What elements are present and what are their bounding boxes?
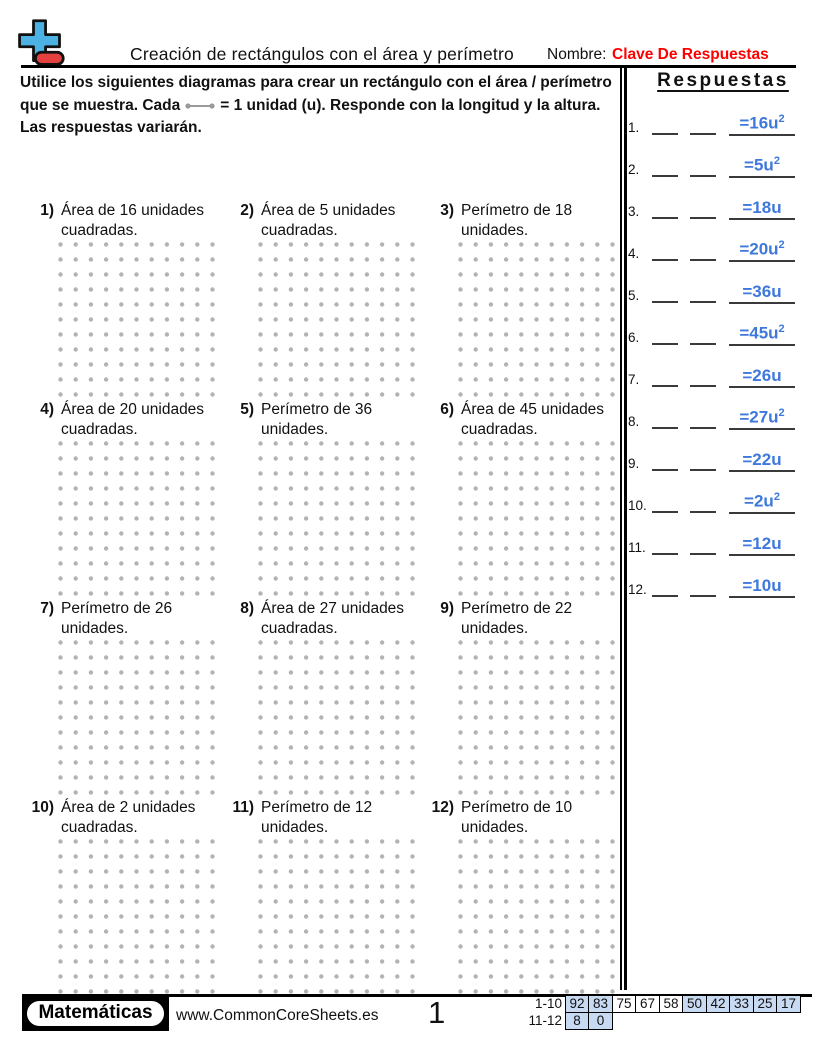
problem-text: Área de 2 unidades cuadradas. [61, 799, 196, 836]
page-title: Creación de rectángulos con el área y perímetro [130, 44, 514, 64]
answer-blank-height [690, 217, 716, 219]
answer-row [628, 388, 800, 430]
answer-value-line [729, 235, 795, 262]
problem-cell [420, 397, 620, 596]
answer-number: 11. [628, 540, 646, 555]
answer-blank-length [652, 427, 678, 429]
dot-grid [458, 839, 620, 994]
dot-grid [458, 441, 620, 596]
score-cell: 17 [776, 995, 801, 1013]
answer-number: 1. [628, 120, 640, 135]
score-cell: 8 [565, 1012, 590, 1030]
answer-blank-length [652, 469, 678, 471]
problem-header [420, 397, 620, 438]
score-range-label: 11-12 [528, 1012, 562, 1028]
name-label: Nombre: [547, 46, 607, 63]
dot-grid [58, 242, 220, 397]
page-number: 1 [428, 995, 446, 1030]
problem-text: Perímetro de 26 unidades. [61, 600, 173, 637]
problems-grid [20, 198, 620, 994]
answer-value-line [729, 198, 795, 220]
problem-number: 8) [240, 600, 254, 617]
problem-header [420, 596, 620, 637]
problem-number: 11) [232, 799, 254, 816]
answer-blank-height [690, 427, 716, 429]
answer-value: =22u [742, 450, 782, 469]
answer-superscript: 2 [778, 113, 785, 126]
instructions-line-2: que se muestra. Cada = 1 unidad (u). Responde con la longitud y la altura. [20, 96, 601, 114]
brand-logo [22, 996, 169, 1031]
problem-cell [420, 198, 620, 397]
answer-blank-height [690, 343, 716, 345]
problem-header [220, 198, 420, 239]
answer-value: =45u [739, 324, 779, 343]
answer-value: =20u [739, 240, 779, 259]
score-row [520, 1012, 801, 1030]
answer-row [628, 346, 800, 388]
score-cell: 67 [635, 995, 660, 1013]
problem-text: Área de 16 unidades cuadradas. [61, 202, 205, 239]
answer-superscript: 2 [773, 155, 780, 168]
dot-grid [58, 640, 220, 795]
answer-number: 2. [628, 162, 640, 177]
score-range-label: 1-10 [534, 996, 562, 1011]
dot-grid [258, 441, 420, 596]
problem-header [220, 795, 420, 836]
answer-blank-length [652, 385, 678, 387]
answer-value-line [729, 576, 795, 598]
instructions-line-1: Utilice los siguientes diagramas para crear un rectángulo con el área / perímetro [20, 74, 612, 91]
problem-text: Área de 5 unidades cuadradas. [261, 202, 396, 239]
problem-number: 7) [40, 600, 54, 617]
answer-number: 3. [628, 204, 640, 219]
score-cell: 0 [588, 1012, 613, 1030]
score-cell: 75 [612, 995, 637, 1013]
problem-header [20, 596, 220, 637]
dot-grid [258, 839, 420, 994]
problem-header [20, 795, 220, 836]
answer-superscript: 2 [778, 407, 785, 420]
answer-number: 6. [628, 330, 640, 345]
problem-text: Perímetro de 18 unidades. [461, 202, 573, 239]
answer-row [628, 136, 800, 178]
problem-number: 6) [440, 401, 454, 418]
dot-grid [258, 242, 420, 397]
score-cell: 50 [682, 995, 707, 1013]
answers-title: Respuestas [657, 70, 789, 91]
answer-row [628, 94, 800, 136]
answer-value-line [729, 366, 795, 388]
answer-row [628, 178, 800, 220]
problem-text: Área de 27 unidades cuadradas. [261, 600, 405, 637]
answer-blank-height [690, 259, 716, 261]
score-cell: 83 [588, 995, 613, 1013]
problem-cell [20, 198, 220, 397]
answer-number: 7. [628, 372, 640, 387]
answer-blank-height [690, 511, 716, 513]
answer-number: 10. [628, 498, 647, 513]
answer-value-line [729, 319, 795, 346]
answer-row [628, 472, 800, 514]
answer-blank-length [652, 217, 678, 219]
problem-cell [20, 596, 220, 795]
answer-superscript: 2 [773, 491, 780, 504]
answer-number: 4. [628, 246, 640, 261]
answer-rows [628, 94, 800, 598]
plus-minus-logo-icon [14, 16, 66, 70]
problem-number: 5) [240, 401, 254, 418]
answer-row [628, 220, 800, 262]
problem-text: Área de 45 unidades cuadradas. [461, 401, 605, 438]
answer-blank-height [690, 385, 716, 387]
answer-value: =36u [742, 282, 782, 301]
score-cell: 58 [659, 995, 684, 1013]
answer-blank-length [652, 595, 678, 597]
answer-blank-height [690, 175, 716, 177]
score-cell: 33 [729, 995, 754, 1013]
score-table [520, 995, 801, 1030]
answer-value: =12u [742, 534, 782, 553]
answer-blank-length [652, 259, 678, 261]
answer-blank-height [690, 595, 716, 597]
answer-number: 9. [628, 456, 640, 471]
score-cell: 92 [565, 995, 590, 1013]
problem-number: 4) [40, 401, 54, 418]
problem-cell [420, 596, 620, 795]
score-row [520, 995, 801, 1013]
answer-blank-height [690, 301, 716, 303]
problem-cell [220, 596, 420, 795]
answer-blank-length [652, 133, 678, 135]
problem-number: 10) [31, 799, 54, 816]
answer-row [628, 304, 800, 346]
answer-row [628, 514, 800, 556]
answer-blank-height [690, 469, 716, 471]
dot-grid [458, 640, 620, 795]
problem-number: 1) [40, 202, 54, 219]
answer-value-line [729, 450, 795, 472]
answer-blank-length [652, 301, 678, 303]
score-cell: 25 [753, 995, 778, 1013]
answer-number: 12. [628, 582, 647, 597]
problem-header [220, 596, 420, 637]
problem-header [420, 198, 620, 239]
answer-blank-height [690, 133, 716, 135]
answer-superscript: 2 [778, 239, 785, 252]
problem-number: 9) [440, 600, 454, 617]
problem-cell [420, 795, 620, 994]
answer-value-line [729, 151, 795, 178]
answer-value: =27u [739, 408, 779, 427]
answers-panel [628, 68, 800, 598]
answer-value-line [729, 282, 795, 304]
answer-blank-length [652, 511, 678, 513]
problem-text: Perímetro de 12 unidades. [261, 799, 373, 836]
answer-blank-length [652, 343, 678, 345]
problem-cell [20, 795, 220, 994]
unit-segment-icon [184, 101, 216, 111]
problem-header [420, 795, 620, 836]
answer-blank-height [690, 553, 716, 555]
dot-grid [458, 242, 620, 397]
answer-row [628, 262, 800, 304]
problem-number: 3) [440, 202, 454, 219]
answer-value: =5u [744, 156, 774, 175]
answer-value: =16u [739, 114, 779, 133]
dot-grid [58, 839, 220, 994]
answer-value-line [729, 403, 795, 430]
problem-header [20, 397, 220, 438]
instructions [20, 72, 620, 140]
website-url: www.CommonCoreSheets.es [176, 1007, 379, 1024]
problem-number: 12) [431, 799, 454, 816]
problem-header [220, 397, 420, 438]
problem-cell [20, 397, 220, 596]
answer-superscript: 2 [778, 323, 785, 336]
answer-value-line [729, 487, 795, 514]
dot-grid [58, 441, 220, 596]
instructions-line-3: Las respuestas variarán. [20, 119, 202, 136]
problem-text: Perímetro de 10 unidades. [461, 799, 573, 836]
answer-number: 8. [628, 414, 640, 429]
name-value: Clave De Respuestas [612, 46, 769, 63]
problem-text: Perímetro de 22 unidades. [461, 600, 573, 637]
problem-text: Área de 20 unidades cuadradas. [61, 401, 205, 438]
answer-value: =18u [742, 198, 782, 217]
answer-value: =10u [742, 576, 782, 595]
answer-blank-length [652, 175, 678, 177]
problem-text: Perímetro de 36 unidades. [261, 401, 373, 438]
problem-cell [220, 397, 420, 596]
answer-number: 5. [628, 288, 640, 303]
answer-value: =2u [744, 492, 774, 511]
brand-label: Matemáticas [25, 999, 166, 1028]
answer-row [628, 556, 800, 598]
answer-row [628, 430, 800, 472]
problem-number: 2) [240, 202, 254, 219]
answer-value: =26u [742, 366, 782, 385]
score-cell: 42 [706, 995, 731, 1013]
answer-value-line [729, 534, 795, 556]
problem-header [20, 198, 220, 239]
problem-cell [220, 198, 420, 397]
answer-value-line [729, 109, 795, 136]
dot-grid [258, 640, 420, 795]
problem-cell [220, 795, 420, 994]
answers-separator [620, 65, 627, 990]
answer-blank-length [652, 553, 678, 555]
